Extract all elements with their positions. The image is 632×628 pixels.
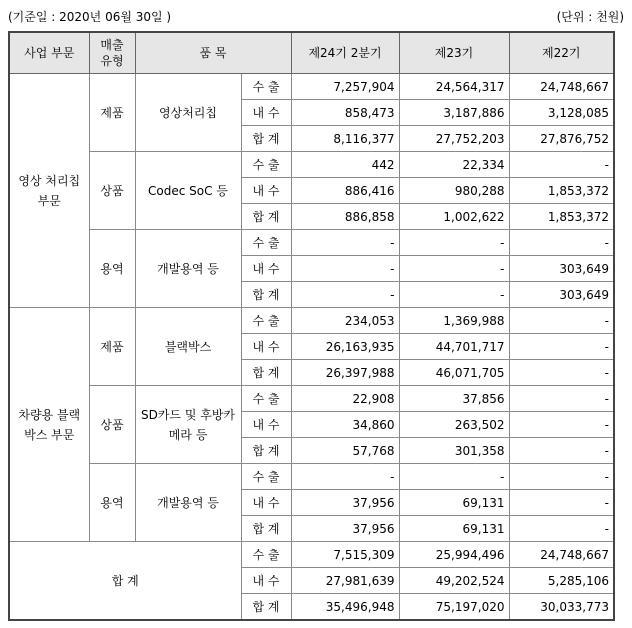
row-kind-label: 수 출 bbox=[241, 152, 291, 178]
value-cell: 24,748,667 bbox=[509, 542, 614, 568]
value-cell: 3,128,085 bbox=[509, 100, 614, 126]
value-cell: - bbox=[509, 412, 614, 438]
col-item: 품 목 bbox=[135, 32, 291, 74]
value-cell: 3,187,886 bbox=[399, 100, 509, 126]
value-cell: 303,649 bbox=[509, 282, 614, 308]
row-kind-label: 합 계 bbox=[241, 282, 291, 308]
value-cell: - bbox=[399, 230, 509, 256]
row-kind-label: 합 계 bbox=[241, 594, 291, 621]
value-cell: 44,701,717 bbox=[399, 334, 509, 360]
value-cell: 858,473 bbox=[291, 100, 399, 126]
row-kind-label: 내 수 bbox=[241, 100, 291, 126]
value-cell: 69,131 bbox=[399, 490, 509, 516]
sales-type: 제품 bbox=[89, 74, 135, 152]
value-cell: 886,858 bbox=[291, 204, 399, 230]
sales-table bbox=[8, 31, 615, 621]
value-cell: - bbox=[399, 282, 509, 308]
col-segment: 사업 부문 bbox=[9, 32, 89, 74]
row-kind-label: 수 출 bbox=[241, 74, 291, 100]
value-cell: 37,956 bbox=[291, 490, 399, 516]
value-cell: - bbox=[291, 464, 399, 490]
table-row bbox=[9, 152, 614, 178]
value-cell: 980,288 bbox=[399, 178, 509, 204]
value-cell: 1,369,988 bbox=[399, 308, 509, 334]
value-cell: - bbox=[399, 464, 509, 490]
row-kind-label: 수 출 bbox=[241, 464, 291, 490]
table-row bbox=[9, 74, 614, 100]
value-cell: 22,908 bbox=[291, 386, 399, 412]
value-cell: 24,748,667 bbox=[509, 74, 614, 100]
row-kind-label: 수 출 bbox=[241, 230, 291, 256]
table-caption bbox=[8, 6, 624, 24]
segment-name: 영상 처리칩부문 bbox=[9, 74, 89, 308]
value-cell: 26,163,935 bbox=[291, 334, 399, 360]
row-kind-label: 합 계 bbox=[241, 204, 291, 230]
value-cell: 26,397,988 bbox=[291, 360, 399, 386]
value-cell: 1,853,372 bbox=[509, 178, 614, 204]
header-row bbox=[9, 32, 614, 74]
value-cell: 34,860 bbox=[291, 412, 399, 438]
sales-type: 상품 bbox=[89, 386, 135, 464]
value-cell: 30,033,773 bbox=[509, 594, 614, 621]
row-kind-label: 수 출 bbox=[241, 308, 291, 334]
row-kind-label: 내 수 bbox=[241, 490, 291, 516]
value-cell: 22,334 bbox=[399, 152, 509, 178]
value-cell: 27,981,639 bbox=[291, 568, 399, 594]
value-cell: 1,853,372 bbox=[509, 204, 614, 230]
item-name: 개발용역 등 bbox=[135, 464, 241, 542]
row-kind-label: 내 수 bbox=[241, 568, 291, 594]
row-kind-label: 합 계 bbox=[241, 126, 291, 152]
row-kind-label: 합 계 bbox=[241, 360, 291, 386]
row-kind-label: 합 계 bbox=[241, 438, 291, 464]
value-cell: 37,956 bbox=[291, 516, 399, 542]
value-cell: 7,257,904 bbox=[291, 74, 399, 100]
value-cell: 886,416 bbox=[291, 178, 399, 204]
row-kind-label: 수 출 bbox=[241, 542, 291, 568]
value-cell: 69,131 bbox=[399, 516, 509, 542]
col-period-24: 제24기 2분기 bbox=[291, 32, 399, 74]
row-kind-label: 내 수 bbox=[241, 256, 291, 282]
value-cell: - bbox=[509, 360, 614, 386]
value-cell: 24,564,317 bbox=[399, 74, 509, 100]
value-cell: 57,768 bbox=[291, 438, 399, 464]
value-cell: 1,002,622 bbox=[399, 204, 509, 230]
value-cell: - bbox=[291, 256, 399, 282]
sales-type: 용역 bbox=[89, 464, 135, 542]
row-kind-label: 내 수 bbox=[241, 178, 291, 204]
table-row bbox=[9, 464, 614, 490]
table-row bbox=[9, 386, 614, 412]
row-kind-label: 수 출 bbox=[241, 386, 291, 412]
value-cell: - bbox=[509, 516, 614, 542]
value-cell: 49,202,524 bbox=[399, 568, 509, 594]
sales-type: 용역 bbox=[89, 230, 135, 308]
value-cell: 8,116,377 bbox=[291, 126, 399, 152]
value-cell: - bbox=[509, 386, 614, 412]
value-cell: 234,053 bbox=[291, 308, 399, 334]
unit-label: (단위 : 천원) bbox=[556, 10, 624, 24]
value-cell: 263,502 bbox=[399, 412, 509, 438]
grand-total-label: 합 계 bbox=[9, 542, 241, 621]
value-cell: 5,285,106 bbox=[509, 568, 614, 594]
col-period-23: 제23기 bbox=[399, 32, 509, 74]
table-row bbox=[9, 230, 614, 256]
value-cell: 303,649 bbox=[509, 256, 614, 282]
item-name: 블랙박스 bbox=[135, 308, 241, 386]
col-period-22: 제22기 bbox=[509, 32, 614, 74]
value-cell: - bbox=[509, 308, 614, 334]
value-cell: - bbox=[291, 282, 399, 308]
value-cell: - bbox=[509, 334, 614, 360]
value-cell: 35,496,948 bbox=[291, 594, 399, 621]
value-cell: 301,358 bbox=[399, 438, 509, 464]
value-cell: 27,876,752 bbox=[509, 126, 614, 152]
row-kind-label: 내 수 bbox=[241, 412, 291, 438]
base-date: (기준일 : 2020년 06월 30일 ) bbox=[8, 10, 172, 24]
value-cell: - bbox=[509, 490, 614, 516]
value-cell: - bbox=[291, 230, 399, 256]
sales-type: 제품 bbox=[89, 308, 135, 386]
item-name: 영상처리칩 bbox=[135, 74, 241, 152]
value-cell: - bbox=[509, 230, 614, 256]
segment-name: 차량용 블랙박스 부문 bbox=[9, 308, 89, 542]
value-cell: 442 bbox=[291, 152, 399, 178]
item-name: SD카드 및 후방카메라 등 bbox=[135, 386, 241, 464]
value-cell: 7,515,309 bbox=[291, 542, 399, 568]
value-cell: 46,071,705 bbox=[399, 360, 509, 386]
value-cell: - bbox=[399, 256, 509, 282]
value-cell: 27,752,203 bbox=[399, 126, 509, 152]
table-row bbox=[9, 542, 614, 568]
col-sales-type: 매출 유형 bbox=[89, 32, 135, 74]
value-cell: 25,994,496 bbox=[399, 542, 509, 568]
value-cell: - bbox=[509, 464, 614, 490]
row-kind-label: 합 계 bbox=[241, 516, 291, 542]
item-name: Codec SoC 등 bbox=[135, 152, 241, 230]
table-row bbox=[9, 308, 614, 334]
sales-type: 상품 bbox=[89, 152, 135, 230]
value-cell: 75,197,020 bbox=[399, 594, 509, 621]
value-cell: - bbox=[509, 438, 614, 464]
item-name: 개발용역 등 bbox=[135, 230, 241, 308]
value-cell: - bbox=[509, 152, 614, 178]
row-kind-label: 내 수 bbox=[241, 334, 291, 360]
value-cell: 37,856 bbox=[399, 386, 509, 412]
